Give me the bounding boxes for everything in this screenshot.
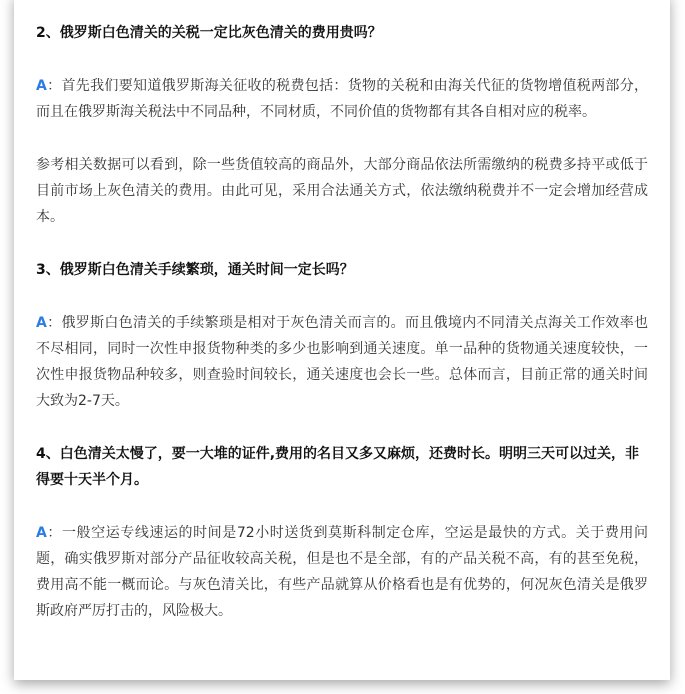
answer-2-extra: 参考相关数据可以看到，除一些货值较高的商品外，大部分商品依法所需缴纳的税费多持平或低于目前市场上灰色清关的费用。由此可见，采用合法通关方式，依法缴纳税费并不一定会增加经营成本。 [36,157,648,225]
answer-label: A [36,315,47,331]
answer-separator: ： [46,525,62,541]
answer-separator: ： [46,78,62,94]
answer-separator: ： [46,315,62,331]
article-card [14,0,670,680]
answer-text: 首先我们要知道俄罗斯海关征收的税费包括：货物的关税和由海关代征的货物增值税两部分，而且在俄罗斯海关税法中不同品种，不同材质，不同价值的货物都有其各自相对应的税率。 [36,78,649,120]
question-2: 2、俄罗斯白色清关的关税一定比灰色清关的费用贵吗？ [36,25,382,41]
question-3: 3、俄罗斯白色清关手续繁琐，通关时间一定长吗？ [36,262,354,278]
answer-text: 俄罗斯白色清关的手续繁琐是相对于灰色清关而言的。而且俄境内不同清关点海关工作效率也不尽相同，同时一次性申报货物种类的多少也影响到通关速度。单一品种的货物通关速度较快，一次性申报货物品种较多，则查验时间较长，通关速度也会长一些。总体而言，目前正常的通关时间大致为2-7天。 [36,315,649,409]
answer-text: 一般空运专线速运的时间是72小时送货到莫斯科制定仓库，空运是最快的方式。关于费用问题，确实俄罗斯对部分产品征收较高关税，但是也不是全部，有的产品关税不高，有的甚至免税，费用高不能一概而论。与灰色清关比，有些产品就算从价格看也是有优势的，何况灰色清关是俄罗斯政府严厉打击的，风险极大。 [36,525,649,619]
question-4: 4、白色清关太慢了，要一大堆的证件,费用的名目又多又麻烦，还费时长。明明三天可以过关，非得要十天半个月。 [36,446,640,488]
answer-4 [36,520,648,624]
article-content [36,20,648,624]
answer-label: A [36,525,47,541]
answer-label: A [36,78,47,94]
answer-3 [36,310,648,414]
answer-2 [36,73,648,125]
